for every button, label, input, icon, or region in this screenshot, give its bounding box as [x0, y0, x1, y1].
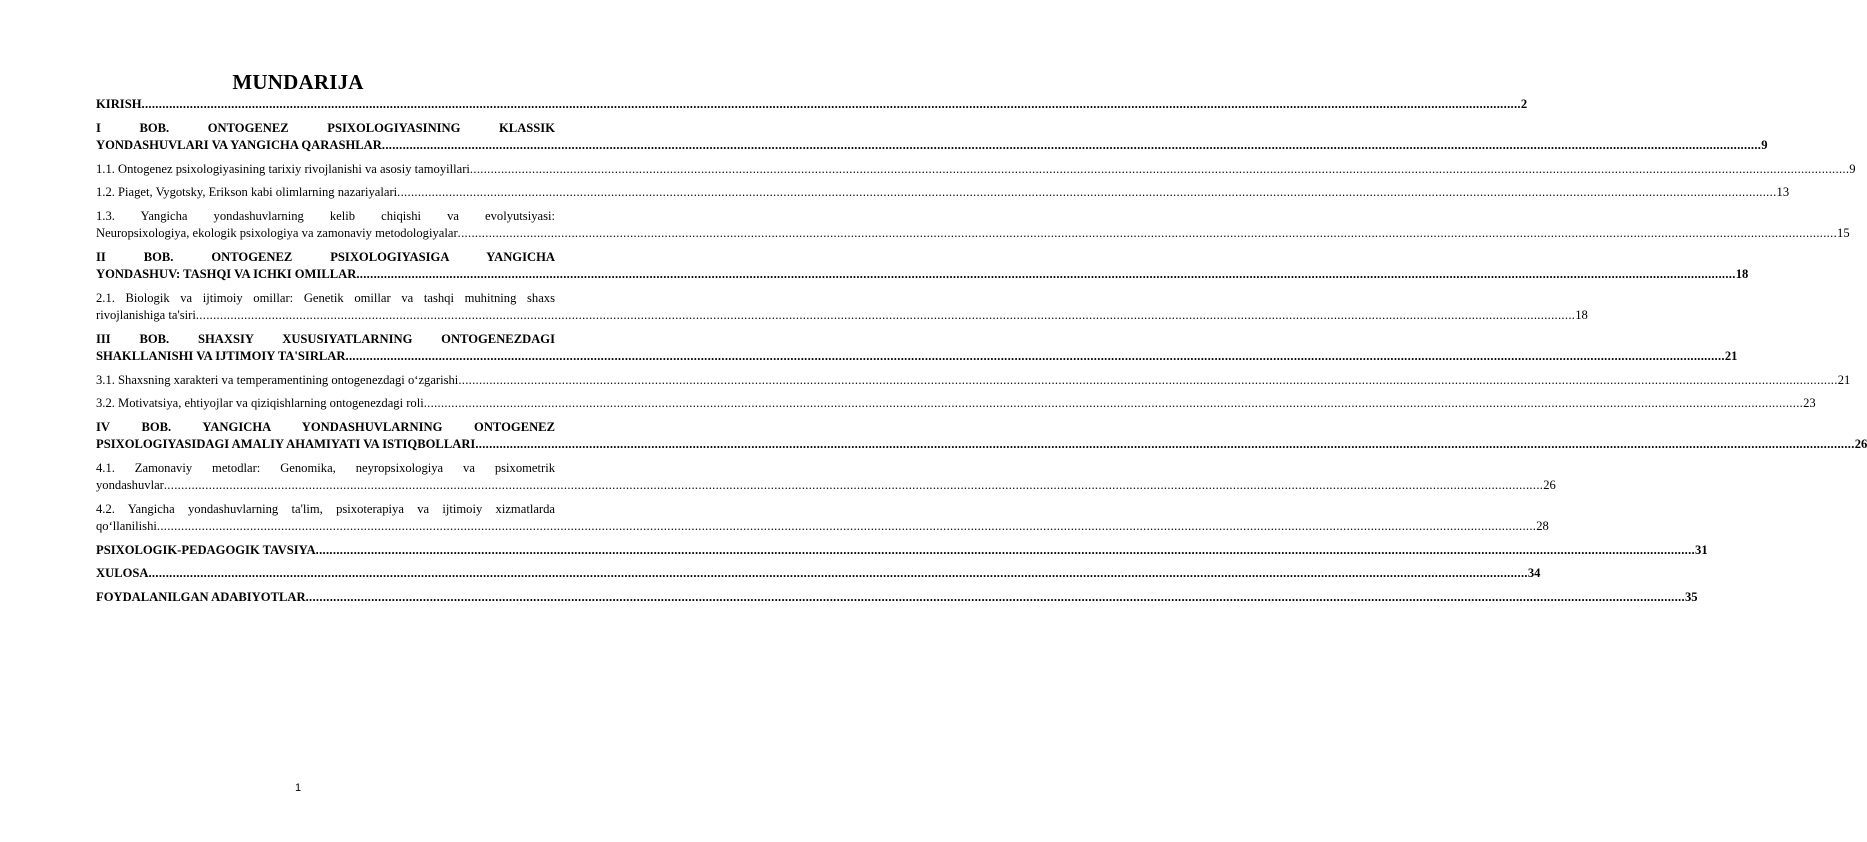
toc-entry-page: 35 [1684, 589, 1698, 604]
toc-entry-heading-line: II BOB. ONTOGENEZ PSIXOLOGIYASIGA YANGICHA [96, 249, 555, 264]
toc-entry-leader-line [96, 266, 1749, 284]
toc-entry[interactable] [96, 96, 1528, 114]
toc-entry-page: 26 [1543, 478, 1556, 492]
toc-entry-leader-line [96, 436, 1867, 454]
toc-entry-heading-line: 4.1. Zamonaviy metodlar: Genomika, neyropsixologiya va psixometrik [96, 460, 555, 475]
toc-entry[interactable] [96, 184, 1790, 202]
toc-entry-text: SHAKLLANISHI VA IJTIMOIY TA'SIRLAR [96, 349, 346, 363]
toc-entry-page: 21 [1837, 372, 1851, 387]
toc-entry-text: 1.2. Piaget, Vygotsky, Erikson kabi olimlarning nazariyalari [96, 185, 398, 199]
toc-entry[interactable] [96, 120, 1768, 155]
toc-entry-text: YONDASHUV: TASHQI VA ICHKI OMILLAR [96, 267, 357, 281]
toc-entry-page: 13 [1776, 185, 1790, 199]
toc-title: MUNDARIJA [232, 70, 364, 94]
toc-entry[interactable] [96, 161, 1856, 179]
toc-entry[interactable] [96, 460, 1556, 495]
toc-entry-heading-line: 1.3. Yangicha yondashuvlarning kelib chiqishi va evolyutsiyasi: [96, 208, 555, 223]
toc-entry-text: KIRISH [96, 97, 142, 111]
toc-entry[interactable] [96, 372, 1851, 390]
toc-entry-text: rivojlanishiga ta'siri [96, 308, 196, 322]
page-number: 1 [294, 782, 302, 794]
toc-entry[interactable] [96, 589, 1698, 607]
dot-leader: ................................................................................................................................................................................................................................................................................................................................................................................................................ [381, 138, 1762, 152]
toc-entry-leader-line [96, 542, 1708, 560]
toc-entry-heading-line: I BOB. ONTOGENEZ PSIXOLOGIYASINING KLASSIK [96, 120, 555, 135]
table-of-contents [96, 96, 1867, 612]
toc-entry[interactable] [96, 249, 1749, 284]
toc-entry[interactable] [96, 331, 1738, 366]
dot-leader: ................................................................................................................................................................................................................................................................................................................................................................................................................ [356, 267, 1736, 281]
dot-leader: ................................................................................................................................................................................................................................................................................................................................................................................................................ [305, 589, 1685, 604]
toc-entry-text: qo‘llanilishi [96, 519, 157, 533]
toc-entry-leader-line [96, 518, 1549, 536]
toc-entry-leader-line [96, 395, 1816, 413]
dot-leader: ................................................................................................................................................................................................................................................................................................................................................................................................................ [423, 396, 1804, 410]
toc-entry-leader-line [96, 477, 1556, 495]
toc-entry-text: YONDASHUVLARI VA YANGICHA QARASHLAR [96, 138, 382, 152]
toc-entry-page: 31 [1695, 542, 1708, 557]
dot-leader: ................................................................................................................................................................................................................................................................................................................................................................................................................ [148, 566, 1528, 580]
toc-entry-page: 34 [1527, 566, 1541, 580]
toc-entry-leader-line [96, 589, 1698, 607]
toc-entry[interactable] [96, 290, 1588, 325]
toc-entry-leader-line [96, 96, 1528, 114]
toc-entry-leader-line [96, 565, 1541, 583]
dot-leader: ................................................................................................................................................................................................................................................................................................................................................................................................................ [315, 542, 1696, 557]
dot-leader: ................................................................................................................................................................................................................................................................................................................................................................................................................ [195, 308, 1576, 322]
toc-entry-leader-line [96, 348, 1738, 366]
toc-entry-page: 18 [1735, 267, 1749, 281]
toc-entry-page: 9 [1761, 138, 1768, 152]
toc-entry-heading-line: 4.2. Yangicha yondashuvlarning ta'lim, psixoterapiya va ijtimoiy xizmatlarda [96, 501, 555, 516]
dot-leader: ................................................................................................................................................................................................................................................................................................................................................................................................................ [469, 161, 1850, 176]
toc-entry-text: PSIXOLOGIYASIDAGI AMALIY AHAMIYATI VA ISTIQBOLLARI [96, 437, 476, 451]
toc-entry-heading-line: III BOB. SHAXSIY XUSUSIYATLARNING ONTOGENEZDAGI [96, 331, 555, 346]
dot-leader: ................................................................................................................................................................................................................................................................................................................................................................................................................ [475, 437, 1855, 451]
toc-entry-leader-line [96, 307, 1588, 325]
dot-leader: ................................................................................................................................................................................................................................................................................................................................................................................................................ [345, 349, 1725, 363]
toc-entry-leader-line [96, 372, 1851, 390]
toc-entry-text: yondashuvlar [96, 478, 164, 492]
toc-entry-text: PSIXOLOGIK-PEDAGOGIK TAVSIYA [96, 542, 316, 557]
toc-entry[interactable] [96, 501, 1549, 536]
toc-entry[interactable] [96, 395, 1816, 413]
toc-entry-heading-line: IV BOB. YANGICHA YONDASHUVLARNING ONTOGENEZ [96, 419, 555, 434]
dot-leader: ................................................................................................................................................................................................................................................................................................................................................................................................................ [458, 372, 1838, 387]
toc-entry-page: 18 [1575, 308, 1588, 322]
toc-entry[interactable] [96, 565, 1541, 583]
toc-entry-page: 9 [1849, 161, 1856, 176]
toc-entry[interactable] [96, 542, 1708, 560]
toc-entry-text: FOYDALANILGAN ADABIYOTLAR [96, 589, 306, 604]
toc-entry-page: 15 [1837, 226, 1850, 240]
toc-entry[interactable] [96, 419, 1867, 454]
toc-entry-text: XULOSA [96, 566, 149, 580]
dot-leader: ................................................................................................................................................................................................................................................................................................................................................................................................................ [457, 226, 1838, 240]
toc-entry-leader-line [96, 184, 1790, 202]
toc-entry-text: 3.1. Shaxsning xarakteri va temperamentining ontogenezdagi o‘zgarishi [96, 372, 459, 387]
toc-entry-page: 28 [1536, 519, 1549, 533]
toc-entry-leader-line [96, 225, 1850, 243]
dot-leader: ................................................................................................................................................................................................................................................................................................................................................................................................................ [163, 478, 1544, 492]
toc-entry-text: Neuropsixologiya, ekologik psixologiya va zamonaviy metodologiyalar [96, 226, 458, 240]
toc-entry-leader-line [96, 137, 1768, 155]
dot-leader: ................................................................................................................................................................................................................................................................................................................................................................................................................ [141, 97, 1521, 111]
toc-entry[interactable] [96, 208, 1850, 243]
dot-leader: ................................................................................................................................................................................................................................................................................................................................................................................................................ [156, 519, 1537, 533]
toc-entry-leader-line [96, 161, 1856, 179]
dot-leader: ................................................................................................................................................................................................................................................................................................................................................................................................................ [397, 185, 1777, 199]
toc-entry-page: 2 [1520, 97, 1528, 111]
toc-entry-page: 23 [1803, 396, 1816, 410]
toc-entry-page: 21 [1724, 349, 1738, 363]
toc-entry-text: 3.2. Motivatsiya, ehtiyojlar va qiziqishlarning ontogenezdagi roli [96, 396, 424, 410]
toc-entry-page: 26 [1854, 437, 1867, 451]
toc-entry-text: 1.1. Ontogenez psixologiyasining tarixiy rivojlanishi va asosiy tamoyillari [96, 161, 470, 176]
toc-entry-heading-line: 2.1. Biologik va ijtimoiy omillar: Genetik omillar va tashqi muhitning shaxs [96, 290, 555, 305]
